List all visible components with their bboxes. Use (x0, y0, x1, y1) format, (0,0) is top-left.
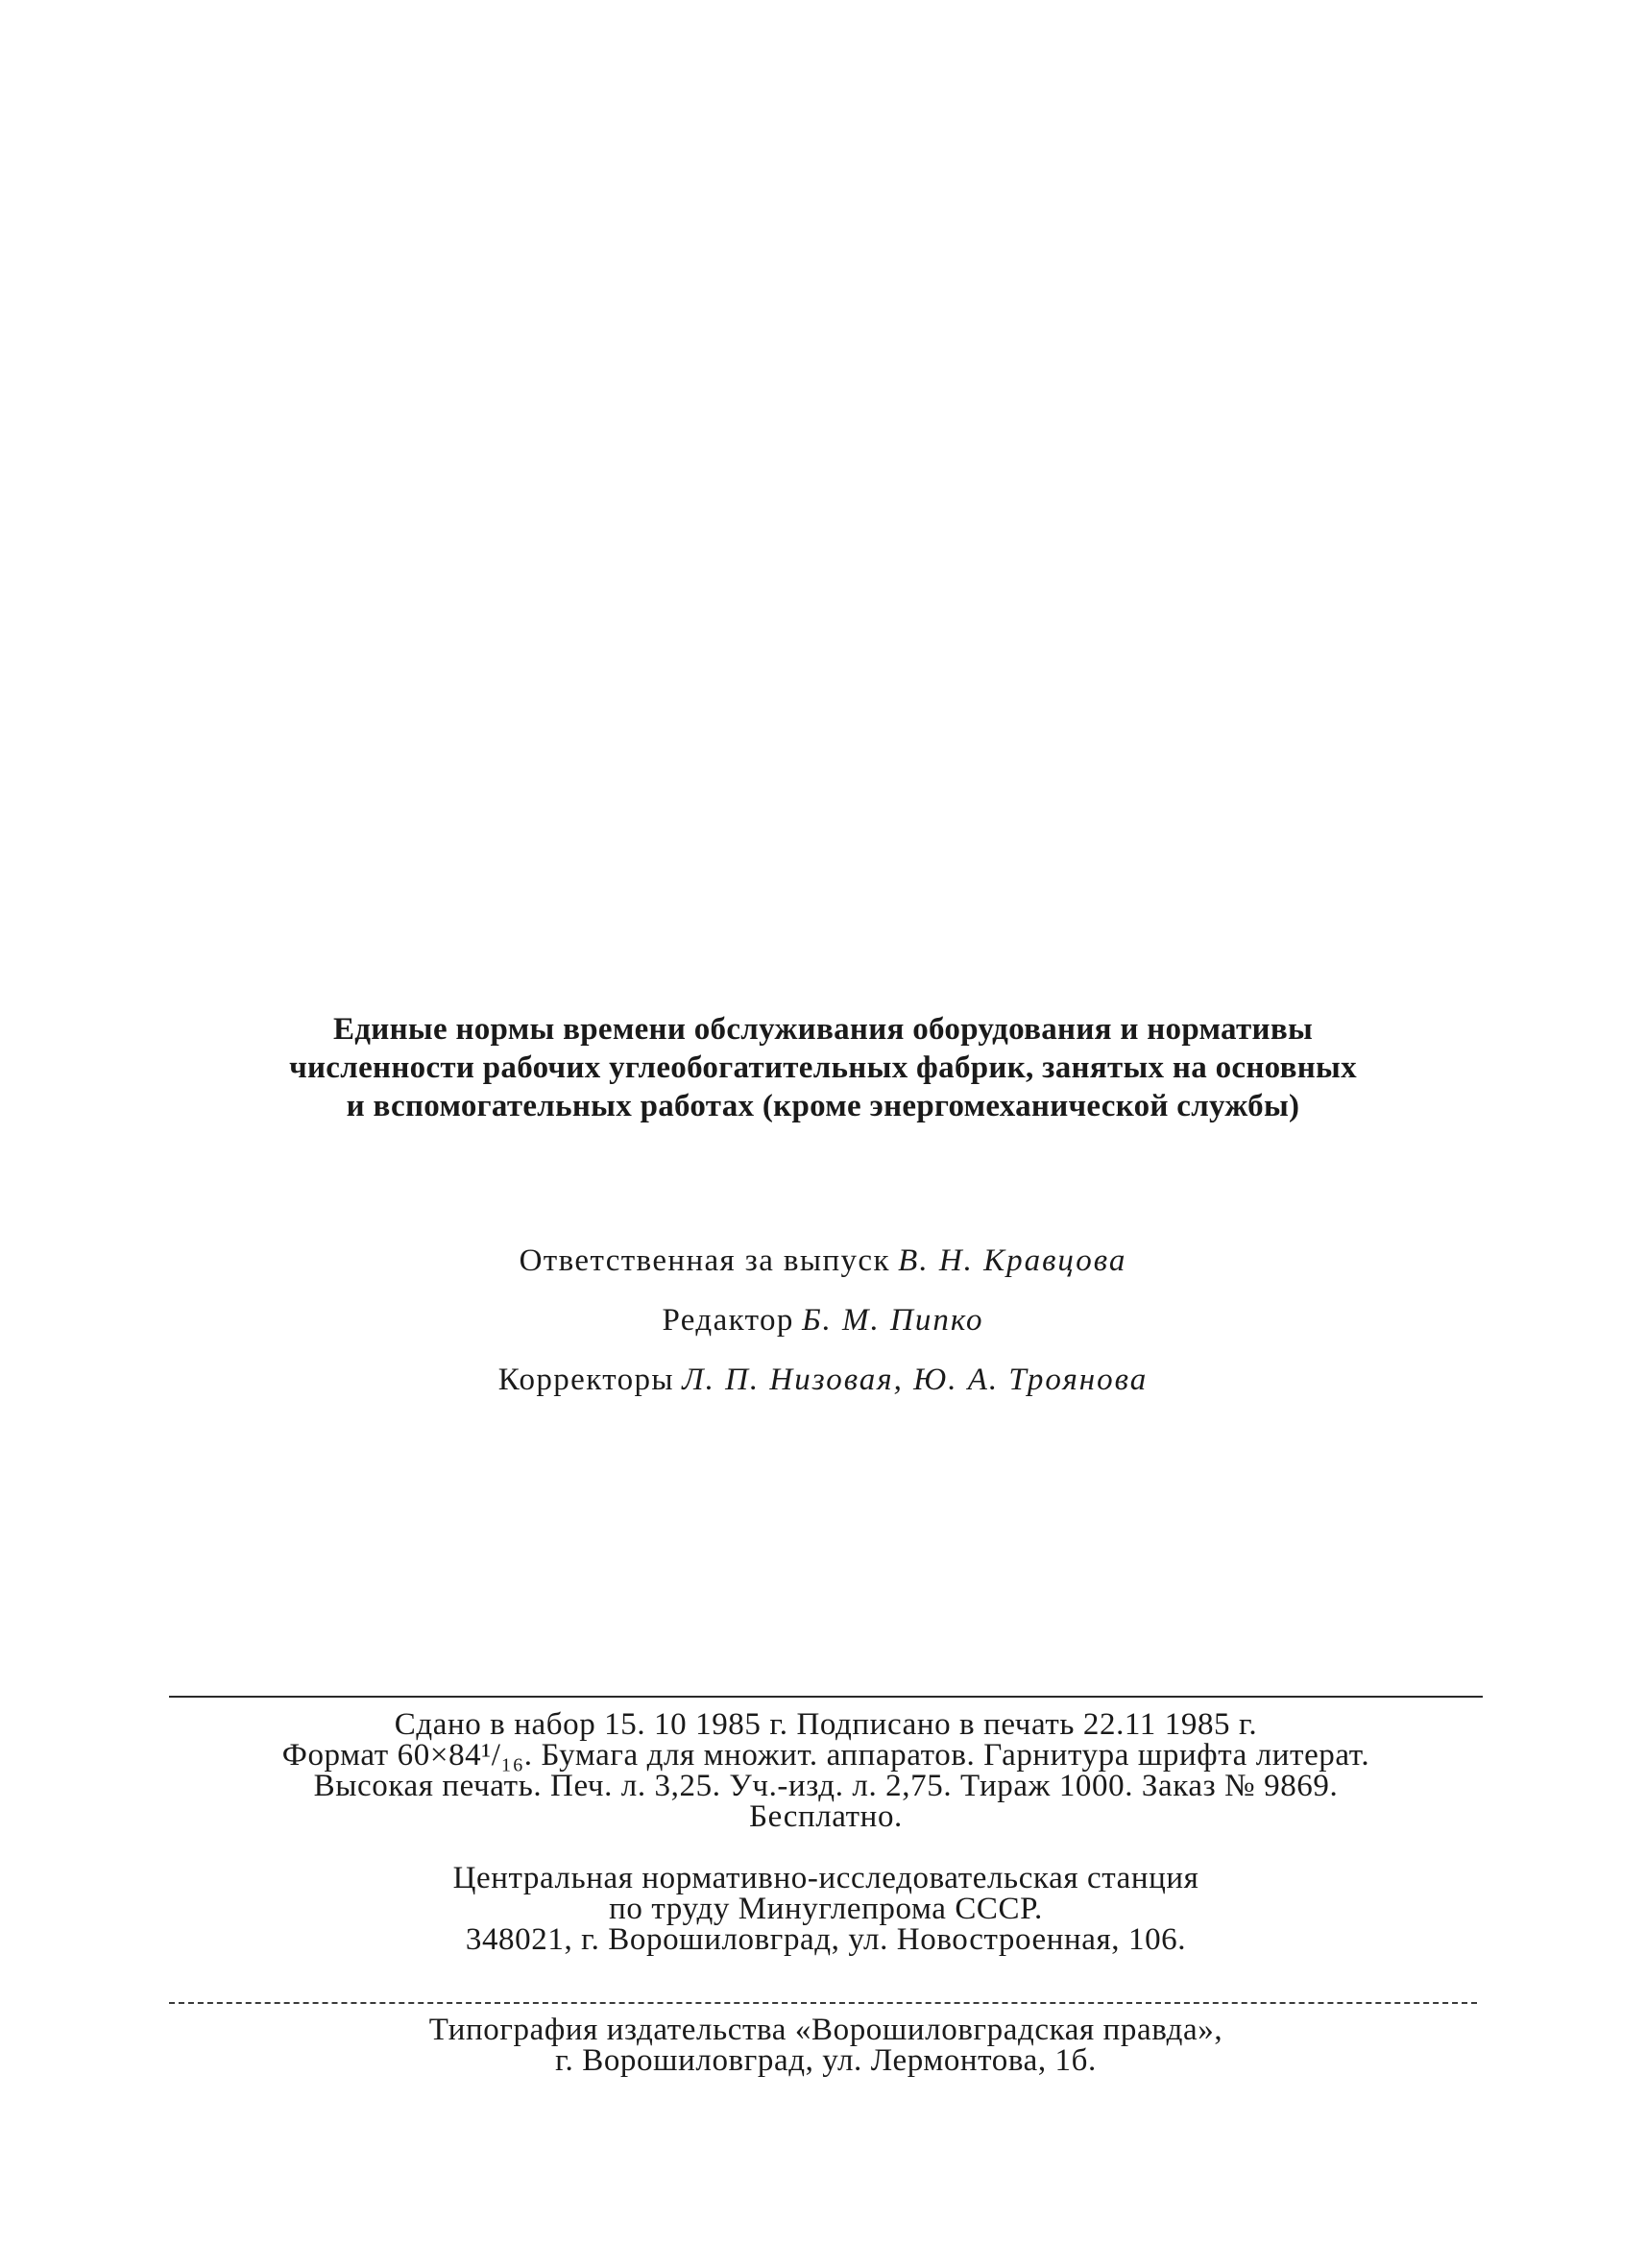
document-title (192, 1010, 1454, 1125)
print-line-1: Сдано в набор 15. 10 1985 г. Подписано в печать 22.11 1985 г. (394, 1707, 1258, 1742)
responsible-role: Ответственная за выпуск (519, 1243, 890, 1278)
printer-line-2: г. Ворошиловград, ул. Лермонтова, 1б. (555, 2043, 1097, 2078)
print-line-2: Формат 60×84¹/₁₆. Бумага для множит. аппаратов. Гарнитура шрифта литерат. (281, 1738, 1370, 1773)
print-line-3: Высокая печать. Печ. л. 3,25. Уч.-изд. л. 2,75. Тираж 1000. Заказ № 9869. (313, 1769, 1339, 1803)
publisher-details (154, 1863, 1498, 1955)
title-line-1: Единые нормы времени обслуживания оборудования и нормативы (332, 1012, 1314, 1047)
print-details (154, 1709, 1498, 1832)
publisher-line-2: по труду Минуглепрома СССР. (609, 1892, 1043, 1926)
editor-name: Б. М. Пипко (802, 1303, 984, 1338)
title-line-2: численности рабочих углеобогатительных фабрик, занятых на основных (289, 1050, 1357, 1085)
correctors-names: Л. П. Низовая, Ю. А. Троянова (682, 1363, 1149, 1397)
middle-divider (169, 2002, 1477, 2004)
print-line-4: Бесплатно. (749, 1799, 903, 1834)
printer-details (154, 2015, 1498, 2076)
title-line-3: и вспомогательных работах (кроме энергомеханической службы) (346, 1089, 1300, 1123)
correctors-role: Корректоры (497, 1363, 674, 1397)
responsible-credit (192, 1231, 1454, 1291)
editor-credit (192, 1291, 1454, 1350)
correctors-credit (192, 1350, 1454, 1410)
credits-block (192, 1231, 1454, 1410)
publisher-line-1: Центральная нормативно-исследовательская станция (452, 1861, 1199, 1895)
printer-line-1: Типография издательства «Ворошиловградская правда», (428, 2013, 1223, 2047)
publisher-line-3: 348021, г. Ворошиловград, ул. Новостроенная, 106. (465, 1922, 1187, 1957)
top-divider (169, 1696, 1483, 1698)
editor-role: Редактор (662, 1303, 794, 1338)
responsible-name: В. Н. Кравцова (898, 1243, 1127, 1278)
